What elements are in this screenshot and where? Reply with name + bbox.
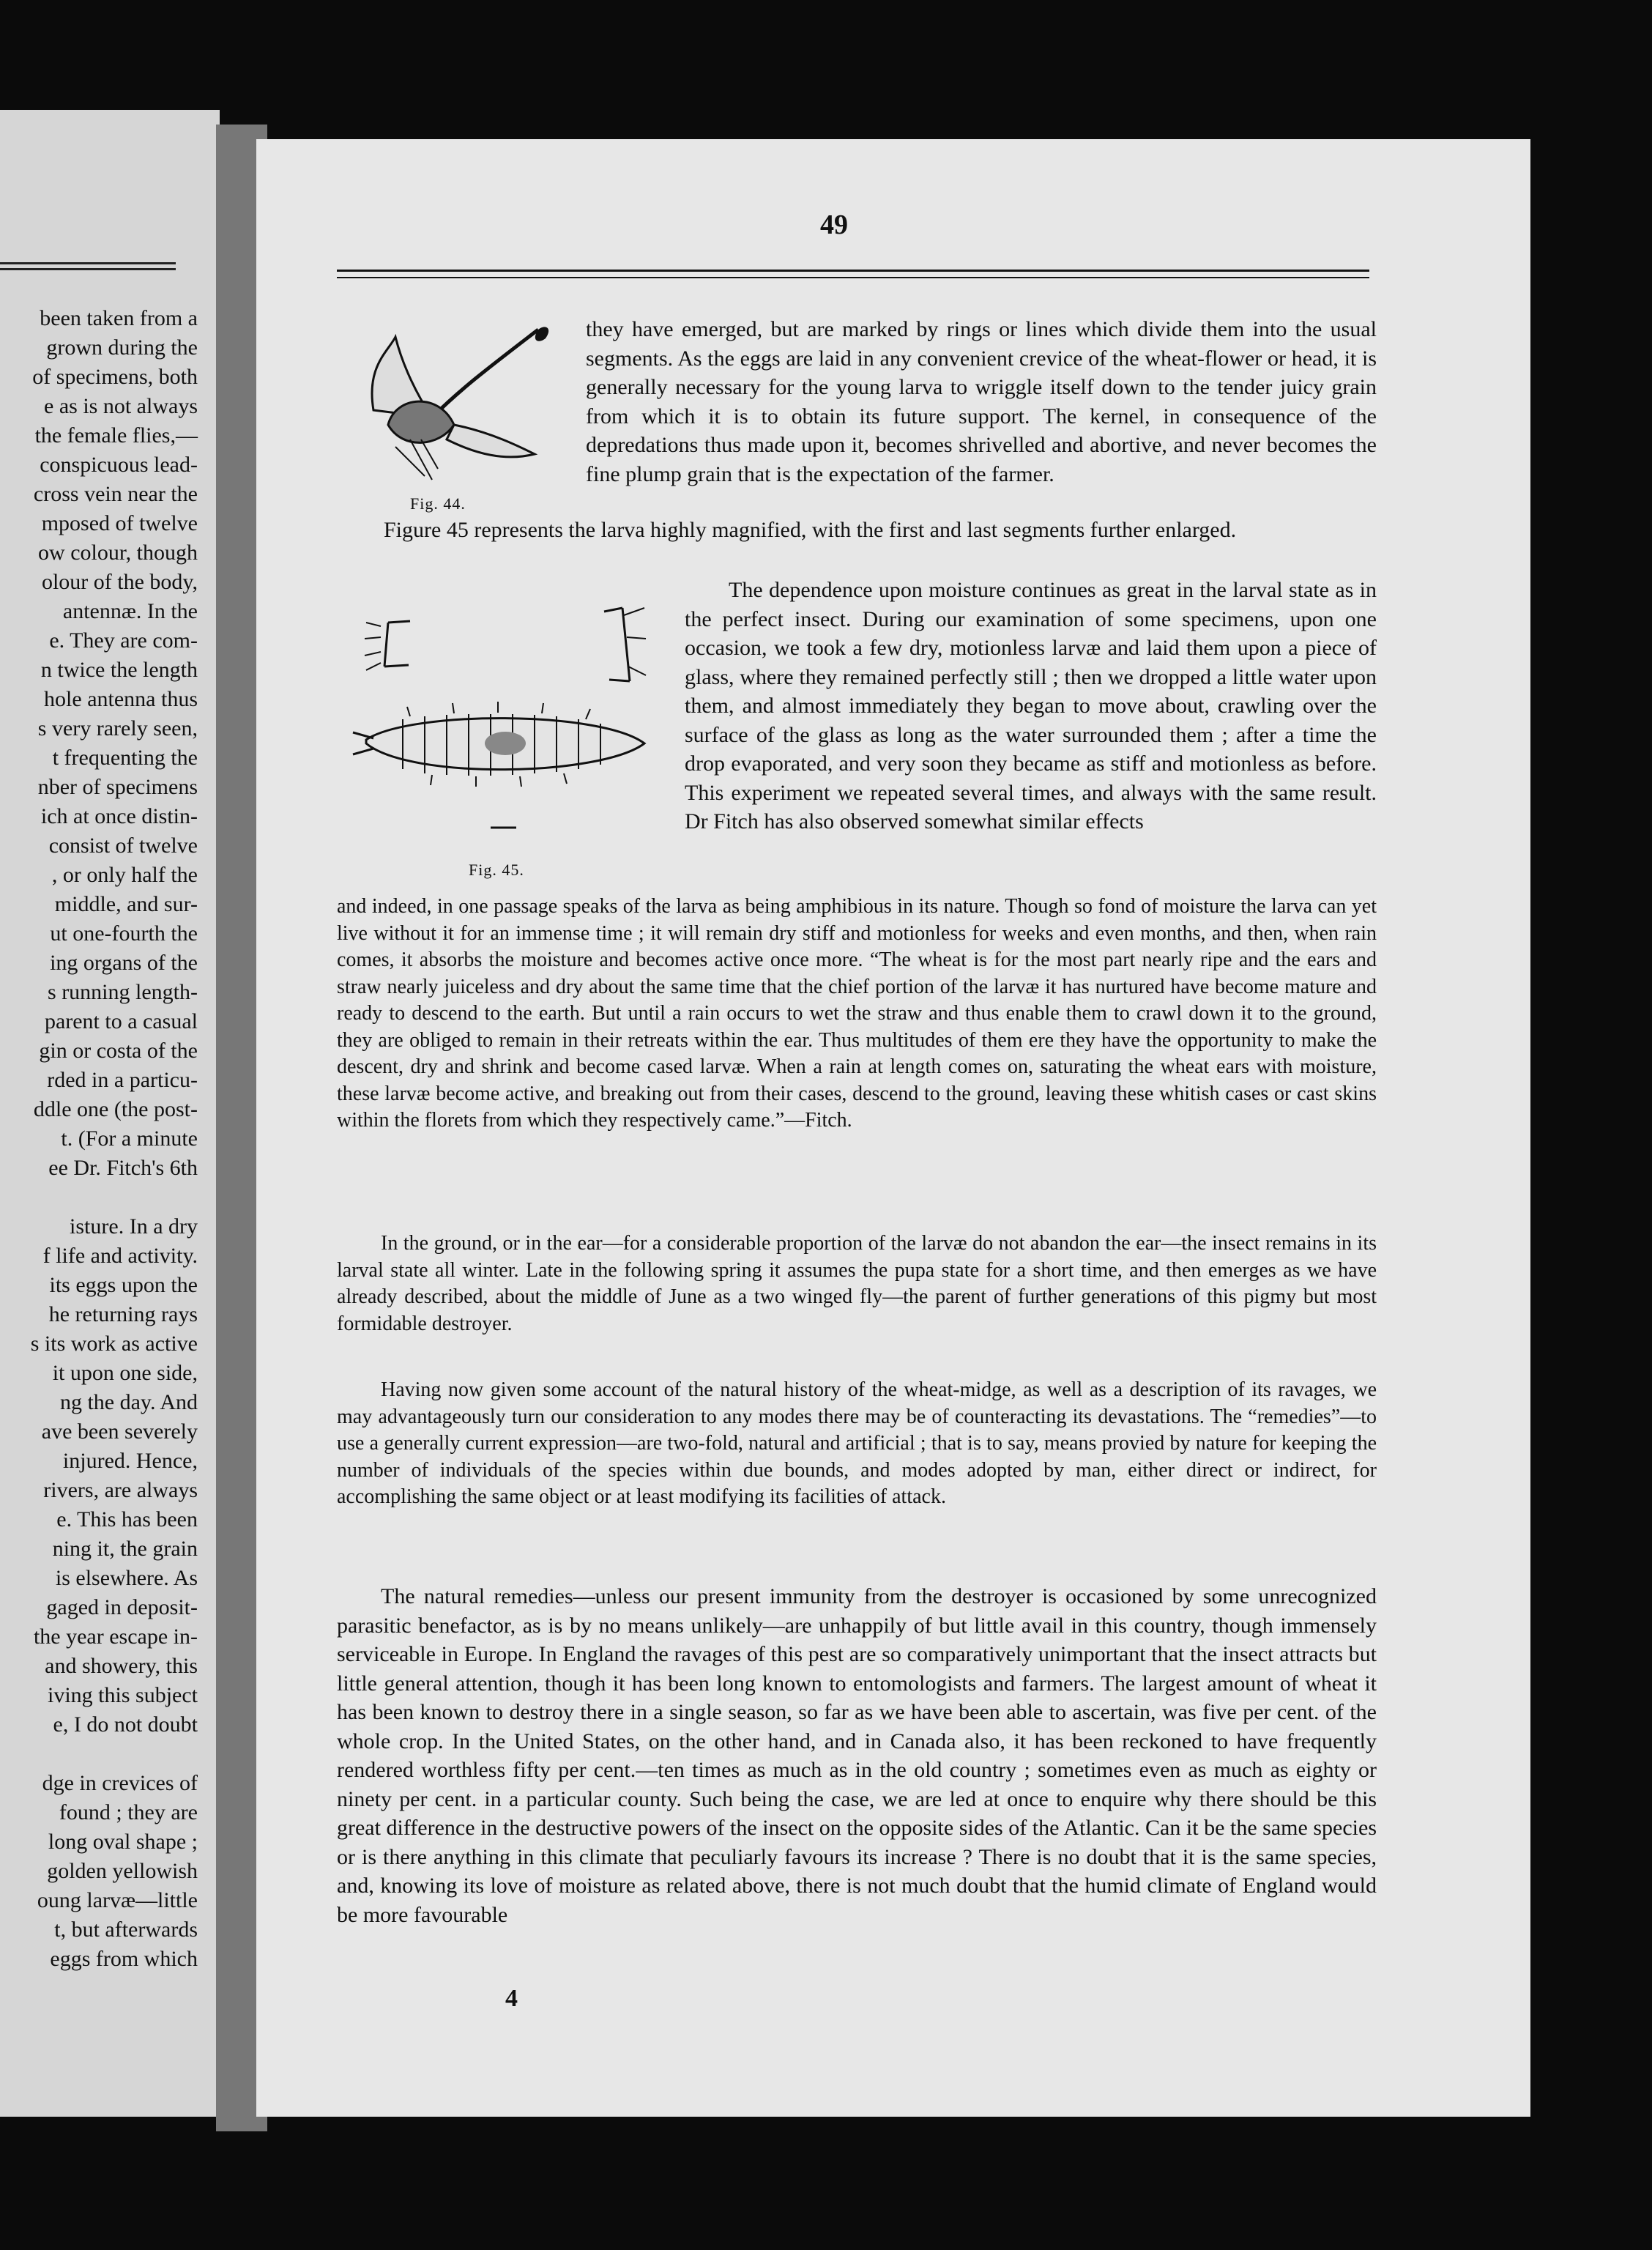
fig45-label: Fig. 45.: [469, 861, 524, 879]
left-page-line: ng the day. And: [59, 1390, 198, 1414]
left-page-line: consist of twelve: [48, 833, 198, 858]
paragraph-2: Figure 45 represents the larva highly magnified, with the first and last segments further enlarged.: [384, 518, 1237, 542]
left-page-line: e. They are com-: [49, 628, 198, 653]
left-page-line: golden yellowish: [47, 1859, 198, 1883]
left-page-line: nber of specimens: [37, 775, 198, 799]
left-page-line: olour of the body,: [41, 570, 198, 594]
left-page-line: and showery, this: [45, 1654, 198, 1678]
left-header-rule-2: [0, 268, 176, 270]
paragraph-4: and indeed, in one passage speaks of the larva as being amphibious in its nature. Though so fond of moisture the larva can yet live without it for an immense time ; it will remain dry stiff and motionless for weeks and even months, and then, when rain comes, it absorbs the moisture and becomes active once more. “The wheat is for the most part nearly ripe and the ears and straw nearly juiceless and dry about the same time that the chief portion of the larvæ it has nurtured have become mature and ready to descend to the earth. But until a rain occurs to wet the straw and thus enable them to crawl down it to the ground, they are obliged to remain in their retreats within the ear. Thus multitudes of them ere they have the opportunity to make the descent, dry and shrink and become cased larvæ. When a rain at length comes on, saturating the wheat ears with moisture, these larvæ become active, and breaking out from their cases, descend to the ground, leaving these whitish cases or cast skins within the florets from which they respectively came.”—Fitch.: [337, 895, 1377, 1132]
left-page-line: e. This has been: [56, 1507, 198, 1531]
left-page-line: of specimens, both: [32, 365, 198, 389]
left-text-block-a: [0, 304, 198, 1183]
left-page-line: isture. In a dry: [70, 1214, 198, 1239]
left-page-line: the female flies,—: [34, 423, 198, 448]
left-page-line: ing organs of the: [50, 951, 198, 975]
left-page-line: been taken from a: [40, 306, 198, 330]
left-page-line: ave been severely: [41, 1419, 198, 1444]
left-page-line: gaged in deposit-: [46, 1595, 198, 1619]
fig44-label: Fig. 44.: [410, 494, 466, 513]
left-page-line: it upon one side,: [52, 1361, 198, 1385]
left-page-line: n twice the length: [40, 658, 198, 682]
fig44-illustration: [344, 322, 564, 498]
page-number: 49: [820, 209, 848, 240]
left-page-line: hole antenna thus: [44, 687, 198, 711]
left-page-line: eggs from which: [50, 1947, 198, 1971]
header-rule-2: [337, 277, 1369, 278]
left-page-line: its eggs upon the: [49, 1273, 198, 1297]
left-page-line: injured. Hence,: [62, 1449, 198, 1473]
left-page-line: middle, and sur-: [54, 892, 198, 916]
paragraph-5: In the ground, or in the ear—for a considerable proportion of the larvæ do not abandon the ear—the insect remains in its larval state all winter. Late in the following spring it assumes the pupa state for a short time, and then emerges as we have already described, about the middle of June as a two winged fly—the parent of further generations of this pigmy but most formidable destroyer.: [337, 1232, 1377, 1335]
paragraph-7: The natural remedies—unless our present immunity from the destroyer is occasioned by some unrecognized parasitic benefactor, as is by no means unlikely—are unhappily of but little avail in this country, though immensely serviceable in Europe. In England the ravages of this pest are so comparatively unimportant that the insect attracts but little general attention, though it has been long known to entomologists and farmers. The largest amount of wheat it has been known to destroy there in a single season, so far as we have been able to ascertain, was five per cent. of the whole crop. In the United States, on the other hand, and in Canada also, it has been reckoned to have frequently rendered worthless fifty per cent.—ten times as much as in the old country ; sometimes even as much as eighty or ninety per cent. in a particular county. Such being the case, we are led at once to enquire why there should be this great difference in the destructive powers of the insect on the opposite sides of the Atlantic. Can it be the same species or is there anything in this climate that peculiarly favours its increase ? There is no doubt that it is the same species, and, knowing its love of moisture as related above, there is not much doubt that the humid climate of England would be more favourable: [337, 1584, 1377, 1927]
left-page-line: s very rarely seen,: [37, 716, 198, 740]
left-page-line: ow colour, though: [38, 541, 198, 565]
left-page-line: t. (For a minute: [61, 1126, 198, 1151]
left-page-line: rivers, are always: [43, 1478, 198, 1502]
left-facing-page: [0, 110, 220, 2117]
paragraph-6: Having now given some account of the natural history of the wheat-midge, as well as a description of its ravages, we may advantageously turn our consideration to any modes there may be of counteracting its devastations. The “remedies”—to use a generally current expression—are two-fold, natural and artificial ; that is to say, means provied by nature for keeping the number of individuals of the species within due bounds, and modes adopted by man, either direct or indirect, for accomplishing the same object or at least modifying its facilities of attack.: [337, 1378, 1377, 1508]
left-page-line: s its work as active: [30, 1332, 198, 1356]
left-page-line: e, I do not doubt: [53, 1712, 198, 1737]
left-page-line: ut one-fourth the: [50, 921, 198, 946]
left-page-line: he returning rays: [48, 1302, 198, 1326]
left-page-line: cross vein near the: [33, 482, 198, 506]
left-page-line: ich at once distin-: [40, 804, 198, 828]
fig45-illustration: [351, 586, 659, 850]
left-page-line: mposed of twelve: [41, 511, 198, 535]
left-page-line: s running length-: [48, 980, 198, 1004]
left-text-block-b: [0, 1212, 198, 1740]
left-text-block-c: [0, 1769, 198, 1974]
left-page-line: is elsewhere. As: [55, 1566, 198, 1590]
left-page-line: the year escape in-: [33, 1625, 198, 1649]
left-page-line: , or only half the: [51, 863, 198, 887]
left-page-line: conspicuous lead-: [40, 453, 198, 477]
left-page-line: parent to a casual: [44, 1009, 198, 1033]
header-rule: [337, 270, 1369, 272]
left-page-line: iving this subject: [48, 1683, 198, 1707]
paragraph-3: The dependence upon moisture continues as great in the larval state as in the perfect insect. During our examination of some specimens, upon one occasion, we took a few dry, motionless larvæ and laid them upon a piece of glass, where they remained perfectly still ; then we dropped a little water upon them, and almost immediately they began to move about, crawling over the surface of the glass as long as the water surrounded them ; after a time the drop evaporated, and very soon they became as stiff and motionless as before. This experiment we repeated several times, and always with the same result. Dr Fitch has also observed somewhat similar effects: [685, 578, 1377, 833]
left-page-line: found ; they are: [59, 1800, 198, 1824]
left-page-line: ning it, the grain: [52, 1537, 198, 1561]
left-page-line: grown during the: [46, 335, 198, 360]
left-header-rule: [0, 262, 176, 264]
paragraph-1: they have emerged, but are marked by rings or lines which divide them into the usual segments. As the eggs are laid in any convenient crevice of the wheat-flower or head, it is generally necessary for the young larva to wriggle itself down to the tender juicy grain from which it is to obtain its future support. The kernel, in consequence of the depredations thus made upon it, becomes shrivelled and abortive, and never becomes the fine plump grain that is the expectation of the farmer.: [586, 317, 1377, 486]
left-page-line: dge in crevices of: [42, 1771, 198, 1795]
left-page-line: ee Dr. Fitch's 6th: [48, 1156, 198, 1180]
left-page-line: gin or costa of the: [39, 1039, 198, 1063]
signature-mark: 4: [505, 1985, 518, 2012]
left-page-line: e as is not always: [44, 394, 198, 418]
left-page-line: oung larvæ—little: [37, 1888, 198, 1912]
left-page-line: rded in a particu-: [47, 1068, 198, 1092]
left-page-line: f life and activity.: [42, 1244, 198, 1268]
left-page-text: [0, 304, 198, 1974]
left-page-line: t frequenting the: [52, 746, 198, 770]
left-page-line: long oval shape ;: [48, 1830, 198, 1854]
left-page-line: t, but afterwards: [54, 1917, 198, 1942]
left-page-line: ddle one (the post-: [33, 1097, 198, 1121]
left-page-line: antennæ. In the: [62, 599, 198, 623]
